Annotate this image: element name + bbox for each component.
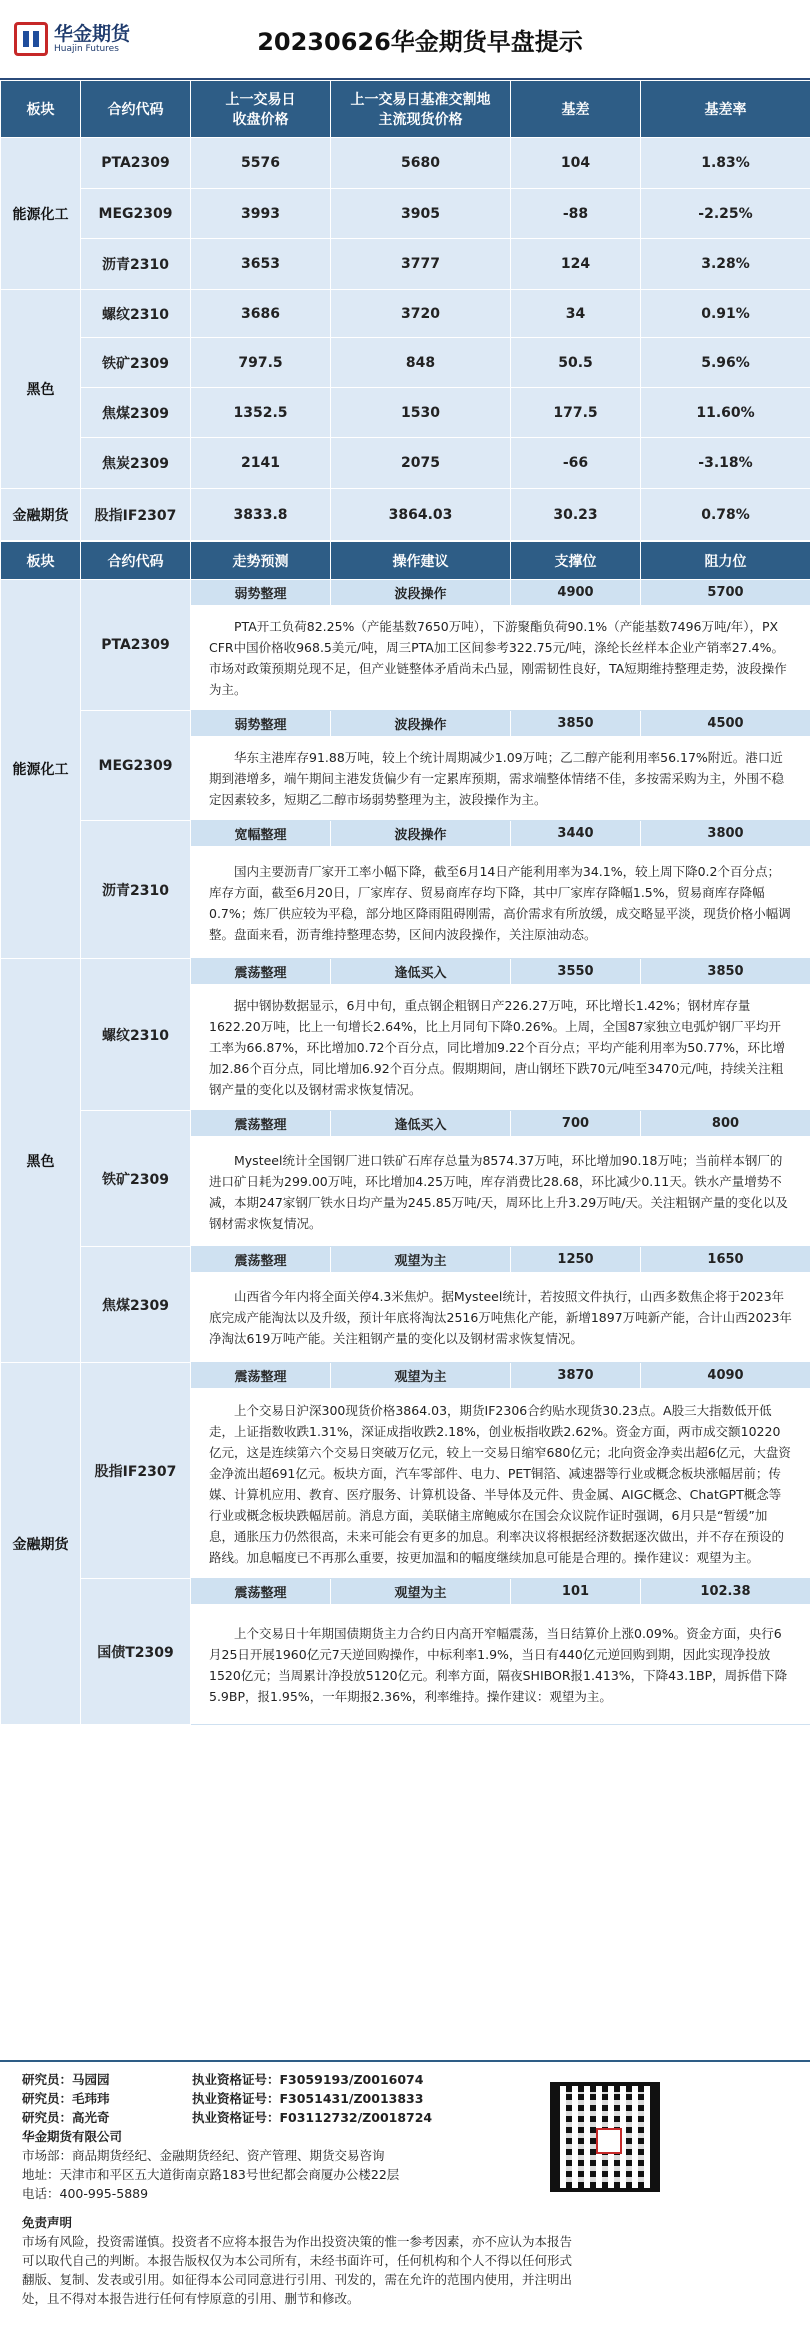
value-cell: 797.5 bbox=[191, 338, 331, 388]
strategy-s: 700 bbox=[511, 1111, 641, 1137]
value-cell: 3720 bbox=[331, 290, 511, 338]
contract-code: 螺纹2310 bbox=[81, 290, 191, 338]
strategy-s: 4900 bbox=[511, 580, 641, 606]
strategy-trend: 弱势整理 bbox=[191, 580, 331, 606]
header-cell: 基差率 bbox=[641, 81, 810, 138]
value-cell: 3993 bbox=[191, 189, 331, 239]
value-cell: -88 bbox=[511, 189, 641, 239]
value-cell: 0.78% bbox=[641, 489, 810, 541]
analysis-paragraph: 上个交易日沪深300现货价格3864.03，期货IF2306合约贴水现货30.23点。A股三大指数低开低走，上证指数收跌1.31%，深证成指收跌2.18%，创业板指收跌2.62%。资金方面，两市成交额10220亿元，这是连续第六个交易日突破万亿元，较上一交易日缩窄680亿元；北向资金净卖出超6亿元，大盘资金净流出超691亿元。板块方面，汽车零部件、电力、PET铜箔、减速器等行业或概念板块涨幅居前；传媒、计算机应用、教育、医疗服务、计算机设备、半导体及元件、贵金属、AIGC概念、ChatGPT概念等行业或概念板块跌幅居前。消息方面，美联储主席鲍威尔在国会众议院作证时强调，6月只是“暂缓”加息，通胀压力仍然很高，未来可能会有更多的加息。利率决议将根据经济数据逐次做出，并不存在预设的路线。加息幅度已不再那么重要，按更加温和的幅度继续加息可能是合理的。操作建议：观望为主。 bbox=[209, 1402, 791, 1565]
strategy-trend: 震荡整理 bbox=[191, 1579, 331, 1605]
analysis-text bbox=[191, 606, 810, 711]
basis-row bbox=[1, 239, 810, 290]
analyst-name: 研究员：毛玮玮 bbox=[22, 2091, 110, 2106]
logo-en: Huajin Futures bbox=[54, 44, 119, 54]
analysis-paragraph: 上个交易日十年期国债期货主力合约日内高开窄幅震荡，当日结算价上涨0.09%。资金方面，央行6月25日开展1960亿元7天逆回购操作，中标利率1.9%，当日有440亿元逆回购到期，因此实现净投放1520亿元；当周累计净投放5120亿元。利率方面，隔夜SHIBOR报1.413%，下降43.1BP，周拆借下降5.9BP，报1.95%，一年期报2.36%，利率维持。操作建议：观望为主。 bbox=[209, 1625, 788, 1704]
strategy-trend: 震荡整理 bbox=[191, 959, 331, 985]
sector-cell: 能源化工 bbox=[1, 580, 81, 959]
disclaimer-text: 市场有风险，投资需谨慎。投资者不应将本报告为作出投资决策的惟一参考因素，亦不应认为本报告可以取代自己的判断。本报告版权仅为本公司所有，未经书面许可，任何机构和个人不得以任何形式翻版、复制、发表或引用。如征得本公司同意进行引用、刊发的，需在允许的范围内使用，并注明出处，且不得对本报告进行任何有悖原意的引用、删节和修改。 bbox=[22, 2234, 573, 2306]
contract-code: 沥青2310 bbox=[81, 821, 191, 959]
analysis-text bbox=[191, 985, 810, 1111]
strategy-table bbox=[0, 541, 810, 1725]
strategy-sub-row bbox=[1, 821, 810, 847]
analysis-text bbox=[191, 737, 810, 821]
analysis-text bbox=[191, 1273, 810, 1363]
contract-code: 股指IF2307 bbox=[81, 489, 191, 541]
strategy-r: 5700 bbox=[641, 580, 810, 606]
strategy-sub-row bbox=[1, 711, 810, 737]
strategy-r: 3850 bbox=[641, 959, 810, 985]
value-cell: 848 bbox=[331, 338, 511, 388]
strategy-s: 3870 bbox=[511, 1363, 641, 1389]
page-title: 20230626华金期货早盘提示 bbox=[257, 27, 583, 56]
strategy-s: 3850 bbox=[511, 711, 641, 737]
value-cell: 5.96% bbox=[641, 338, 810, 388]
header-cell: 基差 bbox=[511, 81, 641, 138]
value-cell: 11.60% bbox=[641, 388, 810, 438]
value-cell: 3864.03 bbox=[331, 489, 511, 541]
analysis-paragraph: Mysteel统计全国钢厂进口铁矿石库存总量为8574.37万吨，环比增加90.18万吨；当前样本钢厂的进口矿日耗为299.00万吨，环比增加4.25万吨，库存消费比28.68，环比减少0.11天。铁水产量增势不减，本期247家钢厂铁水日均产量为245.85万吨/天，周环比上升3.29万吨/天。关注粗钢产量的变化以及钢材需求恢复情况。 bbox=[209, 1152, 788, 1231]
strategy-trend: 弱势整理 bbox=[191, 711, 331, 737]
analyst-name: 研究员：高光奇 bbox=[22, 2110, 110, 2125]
contract-code: 股指IF2307 bbox=[81, 1363, 191, 1579]
contract-code: 沥青2310 bbox=[81, 239, 191, 290]
value-cell: -2.25% bbox=[641, 189, 810, 239]
value-cell: 3905 bbox=[331, 189, 511, 239]
value-cell: 124 bbox=[511, 239, 641, 290]
strategy-s: 1250 bbox=[511, 1247, 641, 1273]
company-address: 地址：天津市和平区五大道街南京路183号世纪都会商厦办公楼22层 bbox=[22, 2167, 400, 2182]
strategy-op: 波段操作 bbox=[331, 711, 511, 737]
analyst-license: 执业资格证号：F3059193/Z0016074 bbox=[192, 2072, 424, 2087]
strategy-op: 波段操作 bbox=[331, 821, 511, 847]
header-cell: 走势预测 bbox=[191, 542, 331, 580]
basis-row bbox=[1, 290, 810, 338]
qr-code-icon bbox=[550, 2082, 660, 2192]
company-name: 华金期货有限公司 bbox=[22, 2129, 123, 2144]
strategy-r: 1650 bbox=[641, 1247, 810, 1273]
contract-code: 焦炭2309 bbox=[81, 438, 191, 489]
contract-code: 螺纹2310 bbox=[81, 959, 191, 1111]
strategy-op: 逢低买入 bbox=[331, 959, 511, 985]
strategy-s: 101 bbox=[511, 1579, 641, 1605]
strategy-s: 3550 bbox=[511, 959, 641, 985]
value-cell: 177.5 bbox=[511, 388, 641, 438]
logo-mark-icon bbox=[14, 22, 48, 56]
strategy-op: 观望为主 bbox=[331, 1363, 511, 1389]
strategy-sub-row bbox=[1, 1247, 810, 1273]
basis-table bbox=[0, 80, 810, 541]
report-footer bbox=[0, 2060, 810, 2341]
value-cell: 1.83% bbox=[641, 138, 810, 189]
strategy-op: 观望为主 bbox=[331, 1579, 511, 1605]
contract-code: MEG2309 bbox=[81, 711, 191, 821]
header-cell: 支撑位 bbox=[511, 542, 641, 580]
strategy-sub-row bbox=[1, 959, 810, 985]
analysis-paragraph: 山西省今年内将全面关停4.3米焦炉。据Mysteel统计，若按照文件执行，山西多数焦企将于2023年底完成产能淘汰以及升级，预计年底将淘汰2516万吨焦化产能，新增1897万吨新产能，合计山西2023年净淘汰619万吨产能。关注粗钢产量的变化以及钢材需求恢复情况。 bbox=[209, 1289, 792, 1346]
strategy-sub-row bbox=[1, 580, 810, 606]
value-cell: 1352.5 bbox=[191, 388, 331, 438]
value-cell: 3.28% bbox=[641, 239, 810, 290]
value-cell: 30.23 bbox=[511, 489, 641, 541]
analyst-license: 执业资格证号：F03112732/Z0018724 bbox=[192, 2110, 433, 2125]
value-cell: 5680 bbox=[331, 138, 511, 189]
analysis-text bbox=[191, 1137, 810, 1247]
contract-code: PTA2309 bbox=[81, 138, 191, 189]
header-cell: 板块 bbox=[1, 81, 81, 138]
strategy-op: 观望为主 bbox=[331, 1247, 511, 1273]
value-cell: -3.18% bbox=[641, 438, 810, 489]
strategy-r: 3800 bbox=[641, 821, 810, 847]
analysis-text bbox=[191, 1605, 810, 1725]
company-phone: 电话：400-995-5889 bbox=[22, 2186, 149, 2201]
analysis-paragraph: 据中钢协数据显示，6月中旬，重点钢企粗钢日产226.27万吨，环比增长1.42%；钢材库存量1622.20万吨，比上一旬增长2.64%，比上月同旬下降0.26%。上周，全国87家独立电弧炉钢厂平均开工率为66.87%，环比增加0.72个百分点，同比增加9.22个百分点；平均产能利用率为50.77%，环比增加2.86个百分点，同比增加6.92个百分点。假期期间，唐山钢坯下跌70元/吨至3470元/吨，持续关注粗钢产量的变化以及钢材需求恢复情况。 bbox=[209, 998, 785, 1097]
header-cell: 操作建议 bbox=[331, 542, 511, 580]
strategy-op: 逢低买入 bbox=[331, 1111, 511, 1137]
value-cell: 50.5 bbox=[511, 338, 641, 388]
header-cell: 合约代码 bbox=[81, 81, 191, 138]
sector-cell: 黑色 bbox=[1, 959, 81, 1363]
value-cell: 5576 bbox=[191, 138, 331, 189]
value-cell: 3653 bbox=[191, 239, 331, 290]
analysis-paragraph: 国内主要沥青厂家开工率小幅下降，截至6月14日产能利用率为34.1%，较上周下降0.2个百分点；库存方面，截至6月20日，厂家库存、贸易商库存均下降，其中厂家库存降幅1.5%，贸易商库存降幅0.7%；炼厂供应较为平稳，部分地区降雨阻碍刚需，高价需求有所放缓，成交略显平淡，现货价格小幅调整。盘面来看，沥青维持整理态势，区间内波段操作，关注原油动态。 bbox=[209, 863, 791, 942]
business-scope: 市场部：商品期货经纪、金融期货经纪、资产管理、期货交易咨询 bbox=[22, 2148, 385, 2163]
value-cell: 3686 bbox=[191, 290, 331, 338]
strategy-r: 102.38 bbox=[641, 1579, 810, 1605]
header-cell: 合约代码 bbox=[81, 542, 191, 580]
basis-row bbox=[1, 338, 810, 388]
value-cell: -66 bbox=[511, 438, 641, 489]
company-logo bbox=[0, 0, 150, 79]
contract-code: 铁矿2309 bbox=[81, 338, 191, 388]
analysis-paragraph: PTA开工负荷82.25%（产能基数7650万吨），下游聚酯负荷90.1%（产能基数7496万吨/年），PX CFR中国价格收968.5美元/吨，周三PTA加工区间参考322.75元/吨，涤纶长丝样本企业产销率27.4%。市场对政策预期兑现不足，但产业链整体矛盾尚未凸显，刚需韧性良好，TA短期维持整理走势，波段操作为主。 bbox=[209, 619, 787, 697]
basis-row bbox=[1, 138, 810, 189]
analyst-license: 执业资格证号：F3051431/Z0013833 bbox=[192, 2091, 424, 2106]
strategy-r: 4500 bbox=[641, 711, 810, 737]
analysis-text bbox=[191, 847, 810, 959]
analyst-name: 研究员：马园园 bbox=[22, 2072, 110, 2087]
basis-row bbox=[1, 189, 810, 239]
contract-code: 铁矿2309 bbox=[81, 1111, 191, 1247]
basis-row bbox=[1, 438, 810, 489]
strategy-sub-row bbox=[1, 1111, 810, 1137]
contract-code: MEG2309 bbox=[81, 189, 191, 239]
strategy-trend: 震荡整理 bbox=[191, 1247, 331, 1273]
value-cell: 2075 bbox=[331, 438, 511, 489]
logo-cn: 华金期货 bbox=[54, 23, 131, 45]
strategy-r: 4090 bbox=[641, 1363, 810, 1389]
analyst-row bbox=[22, 2070, 788, 2089]
strategy-trend: 宽幅整理 bbox=[191, 821, 331, 847]
strategy-trend: 震荡整理 bbox=[191, 1111, 331, 1137]
header-cell: 上一交易日基准交割地 主流现货价格 bbox=[331, 81, 511, 138]
strategy-s: 3440 bbox=[511, 821, 641, 847]
value-cell: 2141 bbox=[191, 438, 331, 489]
header-cell: 板块 bbox=[1, 542, 81, 580]
basis-row bbox=[1, 489, 810, 541]
strategy-r: 800 bbox=[641, 1111, 810, 1137]
analyst-row bbox=[22, 2108, 788, 2127]
analysis-paragraph: 华东主港库存91.88万吨，较上个统计周期减少1.09万吨；乙二醇产能利用率56.17%附近。港口近期到港增多，端午期间主港发货偏少有一定累库预期，需求端整体情绪不佳，多按需采购为主，外围不稳定因素较多，短期乙二醇市场弱势整理为主，波段操作为主。 bbox=[209, 750, 785, 807]
analysis-text bbox=[191, 1389, 810, 1579]
sector-cell: 黑色 bbox=[1, 290, 81, 489]
strategy-header-row bbox=[1, 542, 810, 580]
contract-code: PTA2309 bbox=[81, 580, 191, 711]
strategy-sub-row bbox=[1, 1363, 810, 1389]
analyst-row bbox=[22, 2089, 788, 2108]
value-cell: 1530 bbox=[331, 388, 511, 438]
contract-code: 焦煤2309 bbox=[81, 1247, 191, 1363]
value-cell: 104 bbox=[511, 138, 641, 189]
sector-cell: 金融期货 bbox=[1, 489, 81, 541]
value-cell: 3833.8 bbox=[191, 489, 331, 541]
header-cell: 上一交易日 收盘价格 bbox=[191, 81, 331, 138]
sector-cell: 能源化工 bbox=[1, 138, 81, 290]
value-cell: 34 bbox=[511, 290, 641, 338]
value-cell: 0.91% bbox=[641, 290, 810, 338]
basis-header-row bbox=[1, 81, 810, 138]
basis-row bbox=[1, 388, 810, 438]
strategy-trend: 震荡整理 bbox=[191, 1363, 331, 1389]
disclaimer-title: 免责声明 bbox=[22, 2215, 73, 2230]
header-cell: 阻力位 bbox=[641, 542, 810, 580]
contract-code: 焦煤2309 bbox=[81, 388, 191, 438]
strategy-op: 波段操作 bbox=[331, 580, 511, 606]
contract-code: 国债T2309 bbox=[81, 1579, 191, 1725]
report-header bbox=[0, 0, 810, 80]
value-cell: 3777 bbox=[331, 239, 511, 290]
sector-cell: 金融期货 bbox=[1, 1363, 81, 1725]
strategy-sub-row bbox=[1, 1579, 810, 1605]
